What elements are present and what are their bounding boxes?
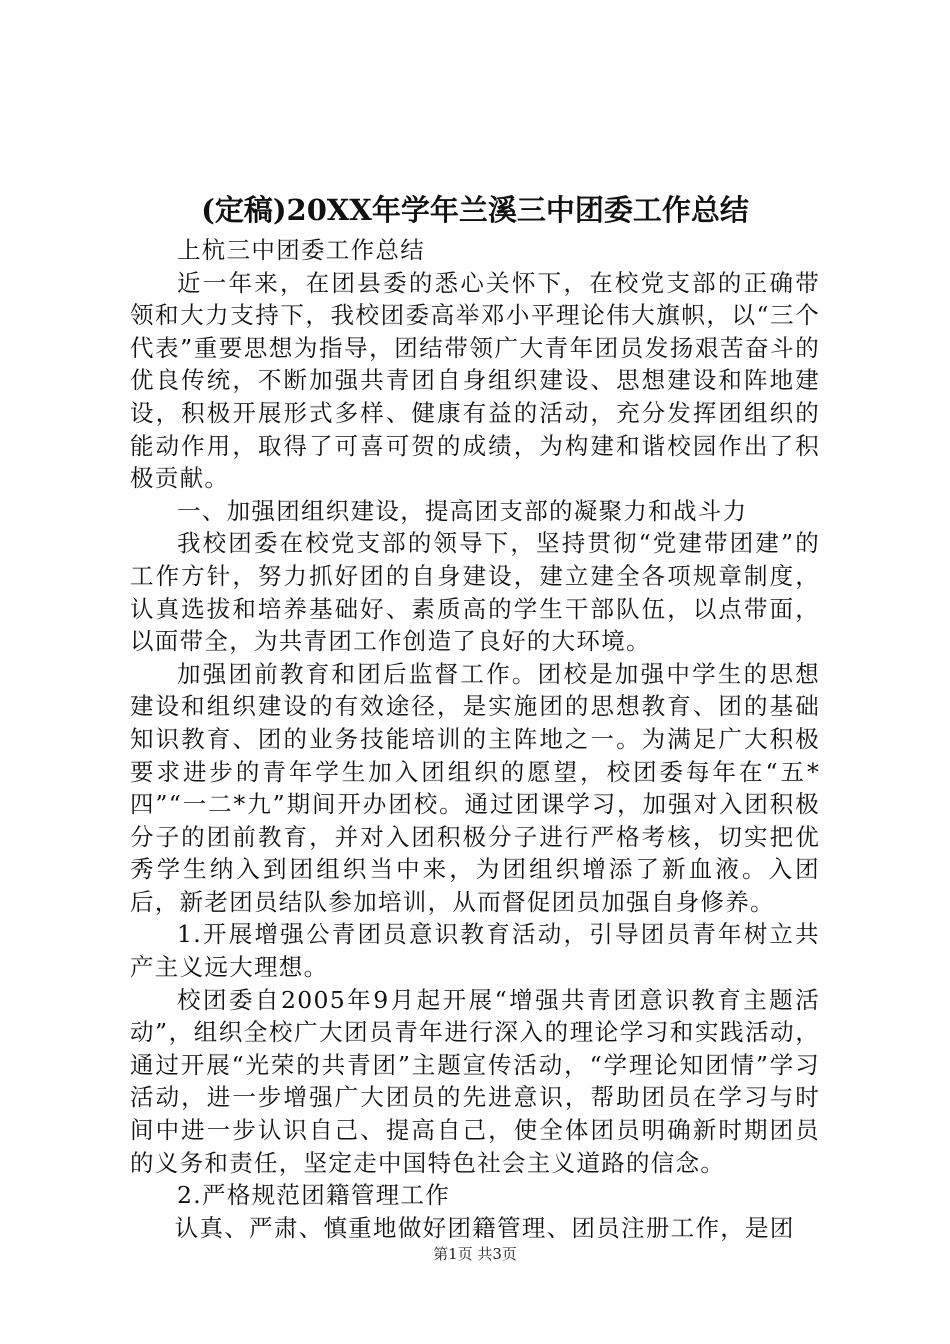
paragraph-league-school: 加强团前教育和团后监督工作。团校是加强中学生的思想建设和组织建设的有效途径，是实施团的思想教育、团的基础知识教育、团的业务技能培训的主阵地之一。为满足广大积极要求进步的青年学生加入团组织的愿望，校团委每年在“五*四”“一二*九”期间开办团校。通过团课学习，加强对入团积极分子的团前教育，并对入团积极分子进行严格考核，切实把优秀学生纳入到团组织当中来，为团组织增添了新血液。入团后，新老团员结队参加培训，从而督促团员加强自身修养。 <box>130 659 820 916</box>
paragraph-item-1: 校团委自2005年9月起开展“增强共青团意识教育主题活动”，组织全校广大团员青年进行深入的理论学习和实践活动，通过开展“光荣的共青团”主题宣传活动，“学理论知团情”学习活动，进一步增强广大团员的先进意识，帮助团员在学习与时间中进一步认识自己、提高自己，使全体团员明确新时期团员的义务和责任，坚定走中国特色社会主义道路的信念。 <box>130 985 820 1177</box>
page-footer: 第1页 共3页 <box>433 1245 517 1263</box>
paragraph-subtitle: 上杭三中团委工作总结 <box>177 236 425 264</box>
section-heading-1: 一、加强团组织建设，提高团支部的凝聚力和战斗力 <box>177 496 748 525</box>
item-heading-2: 2.严格规范团籍管理工作 <box>177 1181 451 1210</box>
paragraph-item-2: 认真、严肃、慎重地做好团籍管理、团员注册工作，是团 <box>174 1213 795 1242</box>
paragraph-section-1: 我校团委在校党支部的领导下，坚持贯彻“党建带团建”的工作方针，努力抓好团的自身建设，建立建全各项规章制度，认真选拔和培养基础好、素质高的学生干部队伍，以点带面，以面带全，为共青团工作创造了良好的大环境。 <box>130 529 820 656</box>
document-body <box>130 234 820 1244</box>
document-title: (定稿)20XX年学年兰溪三中团委工作总结 <box>201 193 749 227</box>
paragraph-intro: 近一年来，在团县委的悉心关怀下，在校党支部的正确带领和大力支持下，我校团委高举邓小平理论伟大旗帜，以“三个代表”重要思想为指导，团结带领广大青年团员发扬艰苦奋斗的优良传统，不断加强共青团自身组织建设、思想建设和阵地建设，积极开展形式多样、健康有益的活动，充分发挥团组织的能动作用，取得了可喜可贺的成绩，为构建和谐校园作出了积极贡献。 <box>130 268 820 493</box>
item-heading-1: 1.开展增强公青团员意识教育活动，引导团员青年树立共产主义远大理想。 <box>130 920 820 982</box>
